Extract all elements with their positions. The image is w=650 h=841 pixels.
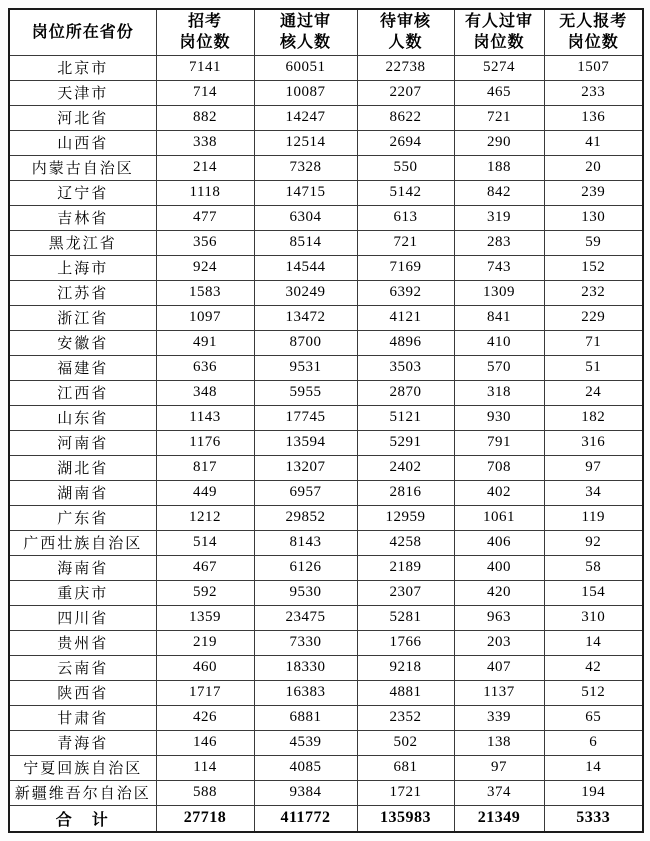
value-cell: 743: [454, 255, 544, 280]
value-cell: 374: [454, 780, 544, 805]
value-cell: 402: [454, 480, 544, 505]
value-cell: 502: [357, 730, 454, 755]
value-cell: 232: [544, 280, 643, 305]
value-cell: 406: [454, 530, 544, 555]
province-cell: 陕西省: [9, 680, 156, 705]
value-cell: 348: [156, 380, 254, 405]
value-cell: 12959: [357, 505, 454, 530]
value-cell: 1717: [156, 680, 254, 705]
province-cell: 福建省: [9, 355, 156, 380]
value-cell: 512: [544, 680, 643, 705]
value-cell: 319: [454, 205, 544, 230]
value-cell: 23475: [254, 605, 357, 630]
column-header-0: [9, 9, 156, 55]
value-cell: 1176: [156, 430, 254, 455]
value-cell: 6392: [357, 280, 454, 305]
value-cell: 8143: [254, 530, 357, 555]
table-row: [9, 380, 643, 405]
value-cell: 194: [544, 780, 643, 805]
table-row: [9, 430, 643, 455]
column-header-line: 岗位数: [473, 34, 525, 52]
table-row: [9, 530, 643, 555]
table-row: [9, 130, 643, 155]
value-cell: 1766: [357, 630, 454, 655]
column-header-line: 核人数: [279, 34, 331, 52]
province-recruitment-stats-table: [8, 8, 644, 833]
value-cell: 449: [156, 480, 254, 505]
column-header-3: [357, 9, 454, 55]
table-row: [9, 80, 643, 105]
value-cell: 4085: [254, 755, 357, 780]
value-cell: 1507: [544, 55, 643, 80]
value-cell: 42: [544, 655, 643, 680]
province-cell: 安徽省: [9, 330, 156, 355]
value-cell: 8622: [357, 105, 454, 130]
column-header-line: 岗位数: [567, 34, 619, 52]
total-value-cell: 135983: [357, 805, 454, 832]
total-value-cell: 21349: [454, 805, 544, 832]
province-cell: 贵州省: [9, 630, 156, 655]
value-cell: 146: [156, 730, 254, 755]
value-cell: 229: [544, 305, 643, 330]
value-cell: 882: [156, 105, 254, 130]
value-cell: 2694: [357, 130, 454, 155]
value-cell: 4121: [357, 305, 454, 330]
value-cell: 817: [156, 455, 254, 480]
value-cell: 9384: [254, 780, 357, 805]
value-cell: 339: [454, 705, 544, 730]
value-cell: 17745: [254, 405, 357, 430]
value-cell: 239: [544, 180, 643, 205]
value-cell: 1061: [454, 505, 544, 530]
total-value-cell: 411772: [254, 805, 357, 832]
value-cell: 316: [544, 430, 643, 455]
value-cell: 58: [544, 555, 643, 580]
value-cell: 2307: [357, 580, 454, 605]
value-cell: 97: [454, 755, 544, 780]
value-cell: 465: [454, 80, 544, 105]
province-cell: 甘肃省: [9, 705, 156, 730]
value-cell: 8514: [254, 230, 357, 255]
value-cell: 233: [544, 80, 643, 105]
value-cell: 2189: [357, 555, 454, 580]
table-row: [9, 230, 643, 255]
value-cell: 407: [454, 655, 544, 680]
value-cell: 310: [544, 605, 643, 630]
header-row: [9, 9, 643, 55]
value-cell: 426: [156, 705, 254, 730]
province-cell: 上海市: [9, 255, 156, 280]
table-row: [9, 580, 643, 605]
value-cell: 182: [544, 405, 643, 430]
value-cell: 24: [544, 380, 643, 405]
value-cell: 136: [544, 105, 643, 130]
value-cell: 6957: [254, 480, 357, 505]
value-cell: 592: [156, 580, 254, 605]
value-cell: 22738: [357, 55, 454, 80]
value-cell: 550: [357, 155, 454, 180]
value-cell: 791: [454, 430, 544, 455]
value-cell: 842: [454, 180, 544, 205]
value-cell: 130: [544, 205, 643, 230]
value-cell: 2352: [357, 705, 454, 730]
column-header-1: [156, 9, 254, 55]
value-cell: 12514: [254, 130, 357, 155]
value-cell: 30249: [254, 280, 357, 305]
value-cell: 60051: [254, 55, 357, 80]
value-cell: 92: [544, 530, 643, 555]
value-cell: 1137: [454, 680, 544, 705]
value-cell: 613: [357, 205, 454, 230]
province-cell: 吉林省: [9, 205, 156, 230]
total-row: [9, 805, 643, 832]
value-cell: 356: [156, 230, 254, 255]
value-cell: 154: [544, 580, 643, 605]
value-cell: 1583: [156, 280, 254, 305]
province-cell: 广西壮族自治区: [9, 530, 156, 555]
value-cell: 51: [544, 355, 643, 380]
value-cell: 20: [544, 155, 643, 180]
value-cell: 41: [544, 130, 643, 155]
value-cell: 5955: [254, 380, 357, 405]
table-row: [9, 255, 643, 280]
column-header-line: 岗位数: [179, 34, 231, 52]
value-cell: 714: [156, 80, 254, 105]
value-cell: 5281: [357, 605, 454, 630]
value-cell: 4539: [254, 730, 357, 755]
value-cell: 7169: [357, 255, 454, 280]
value-cell: 5121: [357, 405, 454, 430]
value-cell: 9530: [254, 580, 357, 605]
value-cell: 1118: [156, 180, 254, 205]
province-cell: 天津市: [9, 80, 156, 105]
value-cell: 930: [454, 405, 544, 430]
table-row: [9, 730, 643, 755]
value-cell: 203: [454, 630, 544, 655]
value-cell: 283: [454, 230, 544, 255]
value-cell: 460: [156, 655, 254, 680]
value-cell: 14544: [254, 255, 357, 280]
value-cell: 13594: [254, 430, 357, 455]
value-cell: 721: [454, 105, 544, 130]
value-cell: 5274: [454, 55, 544, 80]
table-row: [9, 155, 643, 180]
province-cell: 宁夏回族自治区: [9, 755, 156, 780]
value-cell: 8700: [254, 330, 357, 355]
value-cell: 7141: [156, 55, 254, 80]
province-cell: 云南省: [9, 655, 156, 680]
value-cell: 3503: [357, 355, 454, 380]
value-cell: 65: [544, 705, 643, 730]
value-cell: 18330: [254, 655, 357, 680]
value-cell: 2870: [357, 380, 454, 405]
value-cell: 7328: [254, 155, 357, 180]
table-row: [9, 105, 643, 130]
table-row: [9, 780, 643, 805]
value-cell: 16383: [254, 680, 357, 705]
total-value-cell: 27718: [156, 805, 254, 832]
province-cell: 河南省: [9, 430, 156, 455]
value-cell: 400: [454, 555, 544, 580]
total-value-cell: 5333: [544, 805, 643, 832]
table-row: [9, 655, 643, 680]
province-cell: 湖南省: [9, 480, 156, 505]
value-cell: 138: [454, 730, 544, 755]
value-cell: 1097: [156, 305, 254, 330]
value-cell: 681: [357, 755, 454, 780]
table-row: [9, 205, 643, 230]
column-header-5: [544, 9, 643, 55]
value-cell: 4881: [357, 680, 454, 705]
table-header: [9, 9, 643, 55]
value-cell: 338: [156, 130, 254, 155]
value-cell: 2207: [357, 80, 454, 105]
table-row: [9, 55, 643, 80]
table-row: [9, 180, 643, 205]
value-cell: 14247: [254, 105, 357, 130]
table-row: [9, 680, 643, 705]
value-cell: 588: [156, 780, 254, 805]
column-header-line: 招考: [187, 13, 222, 31]
total-label-cell: 合 计: [9, 805, 156, 832]
province-cell: 辽宁省: [9, 180, 156, 205]
value-cell: 477: [156, 205, 254, 230]
table-row: [9, 355, 643, 380]
value-cell: 10087: [254, 80, 357, 105]
column-header-line: 无人报考: [559, 13, 628, 31]
value-cell: 708: [454, 455, 544, 480]
value-cell: 5291: [357, 430, 454, 455]
value-cell: 4896: [357, 330, 454, 355]
province-cell: 四川省: [9, 605, 156, 630]
province-cell: 新疆维吾尔自治区: [9, 780, 156, 805]
value-cell: 636: [156, 355, 254, 380]
value-cell: 97: [544, 455, 643, 480]
value-cell: 119: [544, 505, 643, 530]
value-cell: 841: [454, 305, 544, 330]
table-row: [9, 555, 643, 580]
value-cell: 963: [454, 605, 544, 630]
province-cell: 江西省: [9, 380, 156, 405]
value-cell: 6: [544, 730, 643, 755]
province-cell: 海南省: [9, 555, 156, 580]
province-cell: 河北省: [9, 105, 156, 130]
value-cell: 6881: [254, 705, 357, 730]
value-cell: 114: [156, 755, 254, 780]
table-row: [9, 280, 643, 305]
value-cell: 214: [156, 155, 254, 180]
province-cell: 重庆市: [9, 580, 156, 605]
value-cell: 1359: [156, 605, 254, 630]
value-cell: 924: [156, 255, 254, 280]
table-row: [9, 705, 643, 730]
value-cell: 14715: [254, 180, 357, 205]
value-cell: 721: [357, 230, 454, 255]
value-cell: 420: [454, 580, 544, 605]
value-cell: 29852: [254, 505, 357, 530]
province-cell: 黑龙江省: [9, 230, 156, 255]
province-cell: 北京市: [9, 55, 156, 80]
value-cell: 14: [544, 630, 643, 655]
value-cell: 1212: [156, 505, 254, 530]
value-cell: 1143: [156, 405, 254, 430]
value-cell: 491: [156, 330, 254, 355]
table-row: [9, 505, 643, 530]
value-cell: 188: [454, 155, 544, 180]
table-row: [9, 330, 643, 355]
value-cell: 5142: [357, 180, 454, 205]
table-row: [9, 455, 643, 480]
column-header-line: 岗位所在省份: [31, 23, 134, 41]
column-header-4: [454, 9, 544, 55]
value-cell: 34: [544, 480, 643, 505]
table-body: [9, 55, 643, 832]
value-cell: 1721: [357, 780, 454, 805]
value-cell: 4258: [357, 530, 454, 555]
value-cell: 467: [156, 555, 254, 580]
table-row: [9, 630, 643, 655]
column-header-line: 通过审: [279, 13, 331, 31]
province-cell: 湖北省: [9, 455, 156, 480]
value-cell: 2816: [357, 480, 454, 505]
value-cell: 59: [544, 230, 643, 255]
value-cell: 570: [454, 355, 544, 380]
value-cell: 152: [544, 255, 643, 280]
province-cell: 广东省: [9, 505, 156, 530]
value-cell: 9531: [254, 355, 357, 380]
value-cell: 290: [454, 130, 544, 155]
province-cell: 山东省: [9, 405, 156, 430]
table-row: [9, 480, 643, 505]
value-cell: 71: [544, 330, 643, 355]
column-header-line: 人数: [388, 34, 423, 52]
value-cell: 410: [454, 330, 544, 355]
province-cell: 浙江省: [9, 305, 156, 330]
value-cell: 6126: [254, 555, 357, 580]
value-cell: 14: [544, 755, 643, 780]
value-cell: 514: [156, 530, 254, 555]
value-cell: 9218: [357, 655, 454, 680]
value-cell: 1309: [454, 280, 544, 305]
value-cell: 7330: [254, 630, 357, 655]
table-row: [9, 305, 643, 330]
column-header-2: [254, 9, 357, 55]
column-header-line: 待审核: [379, 13, 431, 31]
value-cell: 2402: [357, 455, 454, 480]
province-cell: 内蒙古自治区: [9, 155, 156, 180]
province-cell: 青海省: [9, 730, 156, 755]
value-cell: 6304: [254, 205, 357, 230]
value-cell: 13472: [254, 305, 357, 330]
value-cell: 13207: [254, 455, 357, 480]
table-row: [9, 755, 643, 780]
table-row: [9, 605, 643, 630]
column-header-line: 有人过审: [464, 13, 533, 31]
province-cell: 江苏省: [9, 280, 156, 305]
value-cell: 318: [454, 380, 544, 405]
table-row: [9, 405, 643, 430]
value-cell: 219: [156, 630, 254, 655]
province-cell: 山西省: [9, 130, 156, 155]
